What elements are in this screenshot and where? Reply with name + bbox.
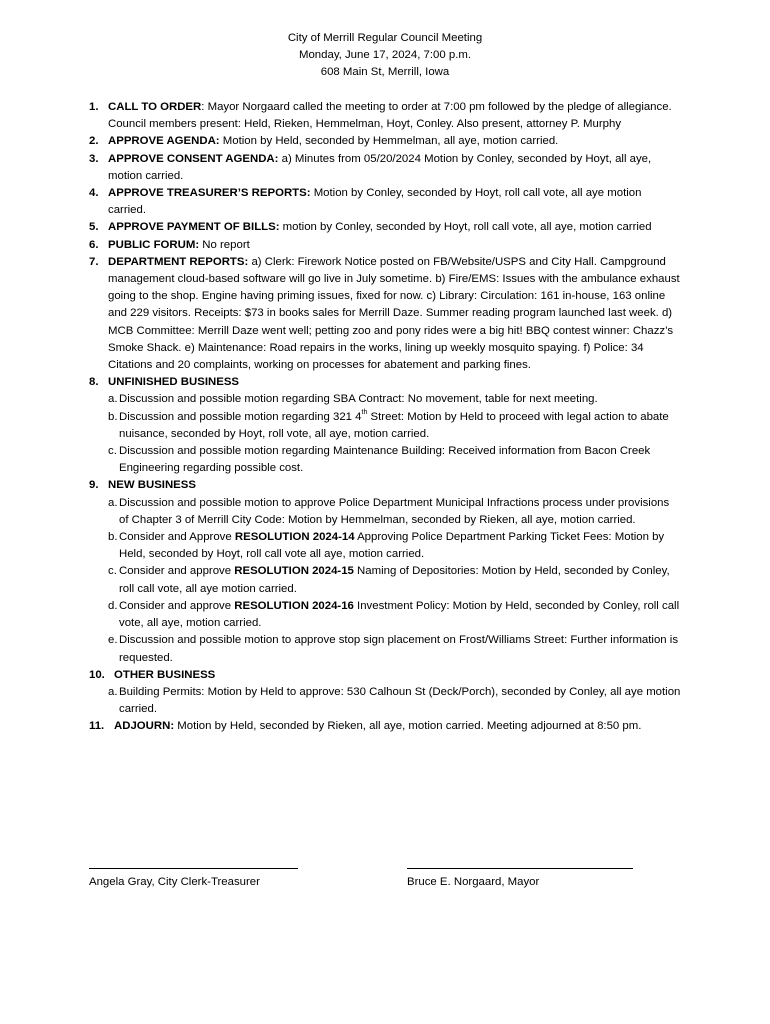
signature-line — [89, 868, 298, 869]
sub-item-letter: a. — [108, 393, 118, 406]
item-heading: NEW BUSINESS — [108, 479, 196, 492]
sub-item — [108, 495, 681, 529]
item-heading: ADJOURN: — [114, 720, 175, 733]
agenda-item-new-business — [89, 477, 681, 666]
sub-item — [108, 632, 681, 666]
item-number: 11. — [89, 720, 105, 733]
sub-item-letter: a. — [108, 496, 118, 509]
item-heading: APPROVE PAYMENT OF BILLS: — [108, 221, 280, 234]
item-number: 9. — [89, 479, 99, 492]
agenda-item-treasurer-reports — [89, 185, 681, 219]
sub-item-text: Street: Motion by Held to proceed with legal action to abate nuisance, seconded by Hoyt, roll vote, all aye, motion carried. — [119, 410, 669, 440]
agenda-item-payment-of-bills — [89, 219, 681, 236]
item-number: 8. — [89, 376, 99, 389]
item-number: 5. — [89, 221, 99, 234]
item-text: a) Clerk: Firework Notice posted on FB/Website/USPS and City Hall. Campground management cloud-based software will go live in July sometime. b) Fire/EMS: Issues with the ambulance exhaust going to the shop. Engine having priming issues, fixed for now. c) Library: Circulation: 161 in-house, 163 online and 229 visitors. Receipts: $73 in books sales for Merrill Daze. Summer reading program launched last week. d) MCB Committee: Merrill Daze went well; petting zoo and pony rides were a big hit! BBQ contest winner: Chazz’s Smoke Shack. e) Maintenance: Road repairs in the works, lining up weekly mosquito spaying. f) Police: 34 Citations and 20 complaints, working on processes for abatement and parking fines. — [108, 255, 680, 372]
item-text: No report — [199, 238, 250, 251]
item-text: Motion by Held, seconded by Rieken, all aye, motion carried. Meeting adjourned at 8:50 pm. — [174, 720, 642, 733]
item-number: 1. — [89, 101, 99, 113]
item-number: 2. — [89, 135, 99, 148]
mayor-signature-block — [407, 868, 633, 891]
item-heading: UNFINISHED BUSINESS — [108, 376, 240, 389]
document-header — [0, 30, 770, 82]
sub-item — [108, 563, 681, 597]
clerk-signature-block — [89, 868, 298, 891]
item-text: Motion by Conley, seconded by Hoyt, roll call vote, all aye motion carried. — [108, 187, 642, 217]
sub-item-letter: e. — [108, 634, 118, 647]
sub-item-text: Consider and Approve — [119, 531, 235, 544]
item-number: 4. — [89, 187, 99, 200]
sub-item-text: Discussion and possible motion regarding SBA Contract: No movement, table for next meeting. — [119, 393, 598, 406]
sub-item-text: Investment Policy: Motion by Held, seconded by Conley, roll call vote, all aye, motion carried. — [119, 599, 680, 630]
resolution-number: RESOLUTION 2024-15 — [234, 565, 354, 578]
resolution-number: RESOLUTION 2024-14 — [234, 531, 355, 544]
agenda-item-consent-agenda — [89, 151, 681, 185]
item-text: Motion by Held, seconded by Hemmelman, all aye, motion carried. — [219, 135, 559, 148]
superscript: th — [361, 408, 368, 416]
agenda-list — [89, 99, 681, 736]
clerk-name: Angela Gray, City Clerk-Treasurer — [89, 876, 260, 888]
resolution-number: RESOLUTION 2024-16 — [234, 599, 354, 612]
item-heading: PUBLIC FORUM: — [108, 238, 200, 251]
agenda-item-call-to-order — [89, 99, 681, 133]
sub-item — [108, 684, 681, 718]
item-heading: APPROVE TREASURER’S REPORTS: — [108, 187, 311, 200]
sub-item-letter: c. — [108, 445, 117, 458]
sub-item — [108, 529, 681, 563]
sub-item-text: Consider and approve — [119, 599, 235, 612]
item-heading: DEPARTMENT REPORTS: — [108, 255, 249, 268]
sub-item-text: Discussion and possible motion regarding Maintenance Building: Received information from Bacon Creek Engineering regarding possible cost. — [119, 445, 651, 475]
sub-item-text: Approving Police Department Parking Ticket Fees: Motion by Held, seconded by Hoyt, roll call vote all aye, motion carried. — [119, 531, 665, 561]
agenda-item-approve-agenda — [89, 133, 681, 150]
signature-line — [407, 868, 633, 869]
item-text: motion by Conley, seconded by Hoyt, roll call vote, all aye, motion carried — [279, 221, 652, 234]
sub-item-letter: b. — [108, 531, 118, 544]
sub-item-text: Consider and approve — [119, 565, 235, 578]
sub-item-letter: c. — [108, 565, 117, 578]
sub-item-text: Discussion and possible motion to approve stop sign placement on Frost/Williams Street: Further information is requested. — [119, 634, 679, 664]
sub-item-list — [108, 495, 681, 667]
sub-item — [108, 598, 681, 632]
agenda-item-adjourn — [89, 718, 681, 735]
item-number: 3. — [89, 152, 99, 165]
agenda-item-unfinished-business — [89, 374, 681, 477]
sub-item-list — [108, 684, 681, 718]
item-heading: APPROVE AGENDA: — [108, 135, 220, 148]
agenda-item-public-forum — [89, 237, 681, 254]
sub-item-letter: b. — [108, 410, 118, 423]
item-heading: OTHER BUSINESS — [114, 668, 216, 681]
sub-item — [108, 443, 681, 477]
sub-item-text: Building Permits: Motion by Held to approve: 530 Calhoun St (Deck/Porch), seconded by Conley, all aye motion carried. — [119, 685, 681, 716]
item-text: : Mayor Norgaard called the meeting to order at 7:00 pm followed by the pledge of allegiance. Council members present: Held, Rieken, Hemmelman, Hoyt, Conley. Also present, attorney P. Murphy — [108, 101, 672, 131]
agenda-item-department-reports — [89, 254, 681, 374]
agenda-item-other-business — [89, 667, 681, 719]
document-title: City of Merrill Regular Council Meeting — [287, 32, 483, 44]
sub-item — [108, 409, 681, 443]
sub-item — [108, 391, 681, 408]
sub-item-text: Discussion and possible motion regarding 321 4 — [119, 410, 362, 423]
item-number: 7. — [89, 255, 99, 268]
sub-item-text: Naming of Depositories: Motion by Held, seconded by Conley, roll call vote, all aye motion carried. — [119, 565, 670, 595]
sub-item-text: Discussion and possible motion to approve Police Department Municipal Infractions process under provisions of Chapter 3 of Merrill City Code: Motion by Hemmelman, seconded by Rieken, all aye, motion carried. — [119, 496, 670, 526]
item-number: 10. — [89, 668, 105, 681]
sub-item-letter: d. — [108, 599, 118, 612]
item-heading: APPROVE CONSENT AGENDA: — [108, 152, 279, 165]
sub-item-letter: a. — [108, 685, 118, 698]
sub-item-list — [108, 391, 681, 477]
item-heading: CALL TO ORDER — [108, 101, 202, 113]
item-text: a) Minutes from 05/20/2024 Motion by Conley, seconded by Hoyt, all aye, motion carried. — [108, 152, 652, 182]
item-number: 6. — [89, 238, 99, 251]
mayor-name: Bruce E. Norgaard, Mayor — [407, 876, 540, 888]
meeting-date: Monday, June 17, 2024, 7:00 p.m. — [298, 49, 472, 62]
meeting-address: 608 Main St, Merrill, Iowa — [320, 66, 450, 79]
